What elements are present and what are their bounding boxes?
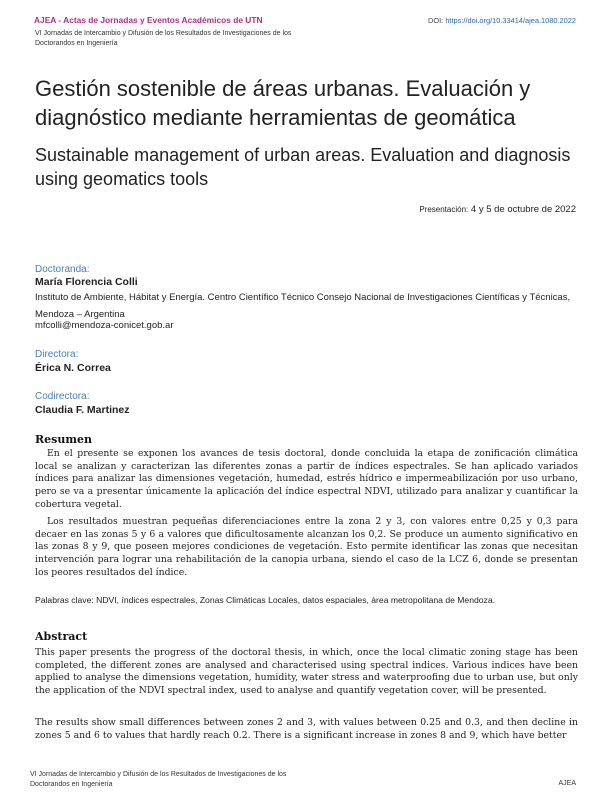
doctoranda-name: María Florencia Colli bbox=[35, 276, 138, 288]
abstract-paragraph-1: This paper presents the progress of the doctoral thesis, in which, once the local climatic zoning stage has been completed, the different zones are analysed and characterised using spectral indices. Various indices have been applied to analyse the dimensions vegetation, humidity, water stress and waterproofing due to urban use, but only the application of the NDVI spectral index, used to analyse and quantify vegetation cover, will be presented. bbox=[35, 647, 578, 697]
doctoranda-affiliation: Instituto de Ambiente, Hábitat y Energía. Centro Científico Técnico Consejo Nacional de Investigaciones Científicas y Técnicas, Mendoza – Argentina bbox=[35, 292, 571, 320]
doi-link[interactable]: https://doi.org/10.33414/ajea.1080.2022 bbox=[445, 16, 576, 25]
resumen-paragraph-1: En el presente se exponen los avances de tesis doctoral, donde concluida la etapa de zonificación climática local se analizan y caracterizan las diferentes zonas a partir de índices espectrales. Se han aplicado variados índices para analizar las dimensiones vegetación, humedad, estrés hídrico e impermeabilización por uso urbano, pero se va a presentar únicamente la aplicación del índice espectral NDVI, utilizado para analizar y cuantificar la cobertura vegetal. bbox=[35, 448, 578, 510]
journal-name: AJEA - Actas de Jornadas y Eventos Académicos de UTN bbox=[34, 15, 263, 25]
directora-role: Directora: bbox=[35, 349, 79, 360]
presentation-label: Presentación: bbox=[419, 205, 469, 214]
doctoranda-email[interactable]: mfcolli@mendoza-conicet.gob.ar bbox=[35, 320, 174, 331]
keywords: Palabras clave: NDVI, índices espectrales, Zonas Climáticas Locales, datos espaciales, área metropolitana de Mendoza. bbox=[35, 595, 496, 605]
doi-line bbox=[428, 16, 576, 25]
presentation-date bbox=[419, 204, 576, 215]
abstract-paragraph-2: The results show small differences between zones 2 and 3, with values between 0.25 and 0.3, and then decline in zones 5 and 6 to values that hardly reach 0.2. There is a significant increase in zones 8 and 9, which have better bbox=[35, 717, 578, 741]
page-title: Gestión sostenible de áreas urbanas. Evaluación y diagnóstico mediante herramientas de geomática bbox=[35, 76, 531, 130]
footer-event: VI Jornadas de Intercambio y Difusión de los Resultados de Investigaciones de los Doctorandos en Ingeniería bbox=[30, 771, 287, 788]
codirectora-name: Claudia F. Martinez bbox=[35, 404, 130, 416]
codirectora-role: Codirectora: bbox=[35, 391, 90, 402]
resumen-paragraph-2: Los resultados muestran pequeñas diferenciaciones entre la zona 2 y 3, con valores entre 0,25 y 0,3 para decaer en las zonas 5 y 6 a valores que dificultosamente alcanzan los 0,2. Se produce un aumento significativo en las zonas 8 y 9, que poseen mejores condiciones de vegetación. Esto permite identificar las zonas que necesitan intervención para lograr una rehabilitación de la canopia urbana, siendo el caso de la LCZ 6, donde se presentan los peores resultados del índice. bbox=[35, 516, 578, 578]
directora-name: Érica N. Correa bbox=[35, 362, 111, 374]
event-subtitle: VI Jornadas de Intercambio y Difusión de los Resultados de Investigaciones de los Doctorandos en Ingeniería bbox=[35, 30, 292, 47]
footer-journal: AJEA bbox=[558, 780, 576, 787]
doi-label: DOI: bbox=[428, 16, 444, 25]
resumen-title: Resumen bbox=[35, 433, 92, 446]
presentation-date-value: 4 y 5 de octubre de 2022 bbox=[470, 204, 576, 215]
page-subtitle-english: Sustainable management of urban areas. Evaluation and diagnosis using geomatics tools bbox=[35, 145, 571, 189]
abstract-title: Abstract bbox=[35, 630, 88, 643]
doctoranda-role: Doctoranda: bbox=[35, 264, 90, 275]
